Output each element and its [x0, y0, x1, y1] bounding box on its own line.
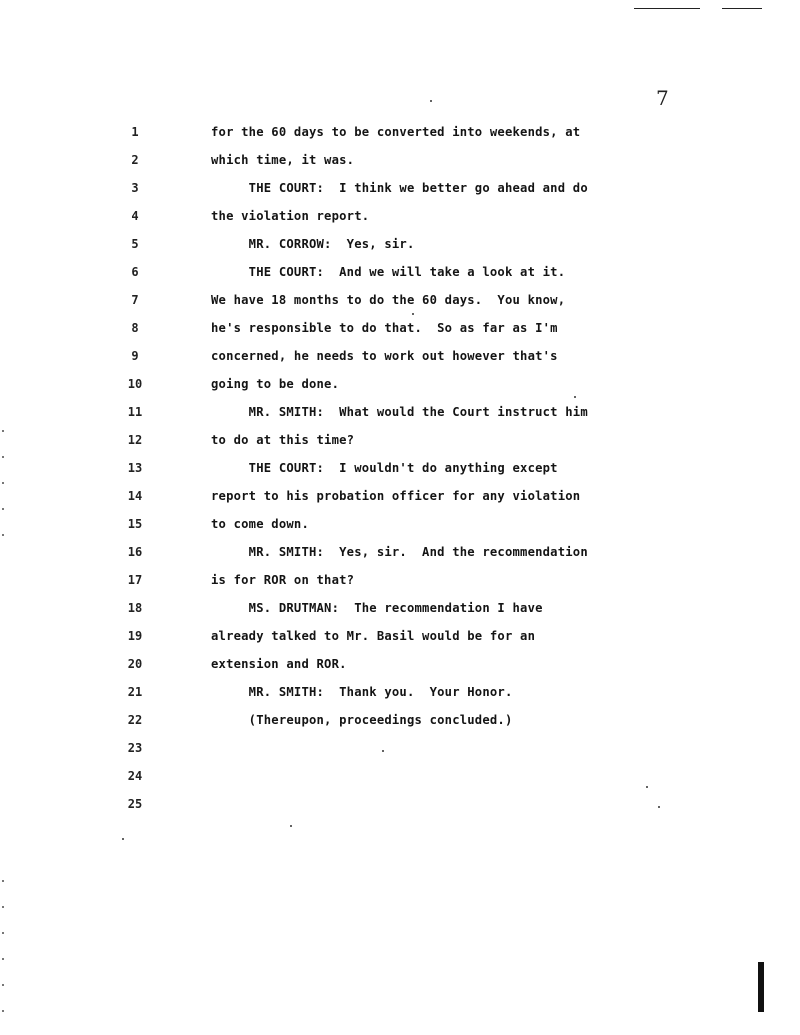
scan-speck [412, 313, 414, 315]
transcript-line [0, 258, 800, 286]
transcript-line [0, 510, 800, 538]
transcript-line [0, 426, 800, 454]
scan-speck [658, 806, 660, 808]
transcript-line [0, 314, 800, 342]
scan-speck [122, 838, 124, 840]
line-number: 6 [131, 265, 139, 279]
line-text: MR. SMITH: What would the Court instruct him [211, 405, 588, 419]
line-text: (Thereupon, proceedings concluded.) [211, 713, 513, 727]
line-number: 17 [127, 573, 143, 587]
line-number: 12 [127, 433, 143, 447]
transcript-line [0, 622, 800, 650]
line-text: is for ROR on that? [211, 573, 355, 587]
margin-revision-bar [758, 962, 764, 1012]
transcript-line [0, 566, 800, 594]
line-number: 19 [127, 629, 143, 643]
transcript-line [0, 174, 800, 202]
transcript-line [0, 454, 800, 482]
line-text: to come down. [211, 517, 309, 531]
line-number: 7 [131, 293, 139, 307]
line-text: MS. DRUTMAN: The recommendation I have [211, 601, 543, 615]
line-number: 1 [131, 125, 139, 139]
transcript-line [0, 762, 800, 790]
line-text: extension and ROR. [211, 657, 347, 671]
line-text: he's responsible to do that. So as far as I'm [211, 321, 558, 335]
line-text: concerned, he needs to work out however that's [211, 349, 558, 363]
line-number: 10 [127, 377, 143, 391]
line-number: 8 [131, 321, 139, 335]
transcript-lines [0, 118, 800, 818]
transcript-line [0, 118, 800, 146]
transcript-line [0, 706, 800, 734]
line-text: THE COURT: I think we better go ahead and do [211, 181, 588, 195]
line-number: 18 [127, 601, 143, 615]
line-text: MR. SMITH: Yes, sir. And the recommendation [211, 545, 588, 559]
line-text: going to be done. [211, 377, 340, 391]
line-number: 16 [127, 545, 143, 559]
line-number: 11 [127, 405, 143, 419]
line-number: 3 [131, 181, 139, 195]
line-number: 2 [131, 153, 139, 167]
line-number: 9 [131, 349, 139, 363]
scan-edge-marks [2, 880, 4, 1020]
line-text: already talked to Mr. Basil would be for an [211, 629, 536, 643]
line-number: 22 [127, 713, 143, 727]
line-text: for the 60 days to be converted into weekends, at [211, 125, 581, 139]
transcript-line [0, 230, 800, 258]
transcript-line [0, 538, 800, 566]
line-text: the violation report. [211, 209, 370, 223]
transcript-line [0, 202, 800, 230]
line-text: MR. SMITH: Thank you. Your Honor. [211, 685, 513, 699]
header-rule-right [722, 8, 762, 9]
line-number: 4 [131, 209, 139, 223]
transcript-line [0, 398, 800, 426]
transcript-line [0, 286, 800, 314]
line-number: 21 [127, 685, 143, 699]
header-rule-left [634, 8, 700, 9]
transcript-line [0, 370, 800, 398]
scan-speck [574, 396, 576, 398]
page-number: 7 [656, 86, 669, 110]
line-number: 20 [127, 657, 143, 671]
transcript-line [0, 482, 800, 510]
scan-speck [646, 786, 648, 788]
line-number: 23 [127, 741, 143, 755]
line-number: 15 [127, 517, 143, 531]
transcript-line [0, 678, 800, 706]
line-text: which time, it was. [211, 153, 355, 167]
line-number: 24 [127, 769, 143, 783]
line-number: 5 [131, 237, 139, 251]
line-text: THE COURT: I wouldn't do anything except [211, 461, 558, 475]
line-text: to do at this time? [211, 433, 355, 447]
line-number: 13 [127, 461, 143, 475]
line-text: THE COURT: And we will take a look at it. [211, 265, 566, 279]
transcript-line [0, 790, 800, 818]
scan-edge-marks [2, 430, 4, 550]
transcript-line [0, 734, 800, 762]
line-number: 25 [127, 797, 143, 811]
line-text: We have 18 months to do the 60 days. You know, [211, 293, 566, 307]
scan-speck [290, 825, 292, 827]
line-text: MR. CORROW: Yes, sir. [211, 237, 415, 251]
line-number: 14 [127, 489, 143, 503]
transcript-line [0, 650, 800, 678]
transcript-line [0, 594, 800, 622]
line-text: report to his probation officer for any violation [211, 489, 581, 503]
scan-speck [430, 100, 432, 102]
scan-speck [382, 750, 384, 752]
transcript-line [0, 146, 800, 174]
transcript-line [0, 342, 800, 370]
